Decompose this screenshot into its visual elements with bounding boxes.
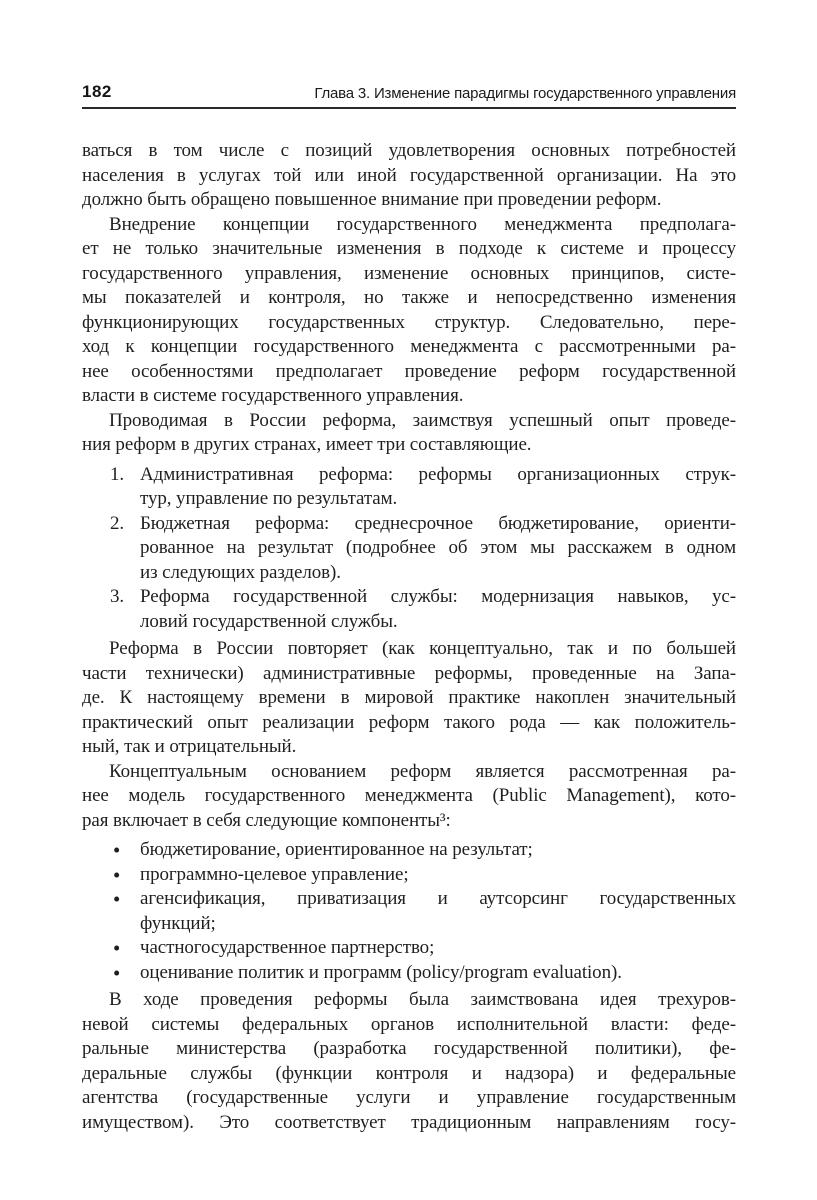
paragraph: [82, 988, 736, 1135]
text-line: агентства (государственные услуги и управление государственным: [82, 1087, 736, 1108]
list-item-text: [140, 936, 736, 961]
list-number: 3.: [110, 586, 125, 607]
text-line: функций;: [140, 912, 216, 934]
text-line: функционирующих государственных структур. Следовательно, пере-: [82, 311, 736, 333]
text-line: ход к концепции государственного менеджмента с рассмотренными ра-: [82, 336, 736, 357]
list-item: [82, 887, 736, 936]
paragraph: [82, 637, 736, 760]
text-line: из следующих разделов).: [140, 561, 341, 583]
text-line: власти в системе государственного управления.: [82, 385, 464, 406]
list-item: [82, 961, 736, 986]
text-line: ет не только значительные изменения в подходе к системе и процессу: [82, 238, 736, 259]
list-item-text: [140, 863, 736, 888]
list-item-text: [140, 463, 736, 512]
bullet-icon: •: [113, 960, 121, 985]
running-header: Глава 3. Изменение парадигмы государственного управления: [314, 85, 736, 102]
bullet-icon: •: [113, 838, 121, 862]
text-line: практический опыт реализации реформ такого рода — как положитель-: [82, 711, 736, 733]
text-line: агенсификация, приватизация и аутсорсинг государственных: [140, 888, 736, 909]
list-item: [82, 585, 736, 634]
text-line: Бюджетная реформа: среднесрочное бюджетирование, ориенти-: [140, 512, 736, 534]
text-line: имуществом). Это соответствует традиционным направлениям госу-: [82, 1111, 736, 1133]
page-number: 182: [82, 82, 112, 101]
list-item: [82, 863, 736, 888]
list-item-text: [140, 887, 736, 936]
paragraph: [82, 760, 736, 834]
text-line: оценивание политик и программ (policy/program evaluation).: [140, 961, 622, 983]
text-line: тур, управление по результатам.: [140, 488, 398, 509]
paragraph: [82, 213, 736, 409]
list-item: [82, 838, 736, 863]
list-item-text: [140, 512, 736, 586]
text-line: Административная реформа: реформы организационных струк-: [140, 463, 736, 485]
text-line: нее модель государственного менеджмента (Public Management), кото-: [82, 785, 736, 806]
list-item: [82, 936, 736, 961]
text-line: де. К настоящему времени в мировой практике накоплен значительный: [82, 687, 736, 708]
text-line: мы показателей и контроля, но также и непосредственно изменения: [82, 287, 736, 308]
page-header: [82, 82, 736, 109]
text-line: нее особенностями предполагает проведение реформ государственной: [82, 360, 736, 382]
text-line: ральные министерства (разработка государственной политики), фе-: [82, 1038, 736, 1059]
bullet-icon: •: [113, 862, 121, 887]
bullet-icon: •: [113, 936, 121, 960]
list-item-text: [140, 838, 736, 863]
text-line: рая включает в себя следующие компоненты³:: [82, 809, 451, 831]
text-line: Проводимая в России реформа, заимствуя успешный опыт проведе-: [109, 409, 736, 431]
numbered-list: [82, 463, 736, 635]
text-line: В ходе проведения реформы была заимствована идея трехуров-: [109, 989, 736, 1010]
text-line: части технически) административные реформы, проведенные на Запа-: [82, 662, 736, 684]
list-number: 2.: [110, 512, 125, 534]
page-body: [82, 139, 736, 1135]
text-line: невой системы федеральных органов исполнительной власти: феде-: [82, 1013, 736, 1035]
list-item-text: [140, 961, 736, 986]
paragraph: [82, 409, 736, 458]
text-line: бюджетирование, ориентированное на результат;: [140, 839, 533, 860]
list-item-text: [140, 585, 736, 634]
text-line: Реформа в России повторяет (как концептуально, так и по большей: [109, 638, 736, 659]
paragraph: [82, 139, 736, 213]
text-line: рованное на результат (подробнее об этом мы расскажем в одном: [140, 537, 736, 558]
text-line: ваться в том числе с позиций удовлетворения основных потребностей: [82, 140, 736, 161]
text-line: Концептуальным основанием реформ является рассмотренная ра-: [109, 760, 736, 782]
bullet-icon: •: [113, 887, 121, 911]
text-line: частногосударственное партнерство;: [140, 937, 435, 958]
list-item: [82, 463, 736, 512]
text-line: ный, так и отрицательный.: [82, 736, 297, 757]
list-number: 1.: [110, 463, 125, 485]
text-line: государственного управления, изменение основных принципов, систе-: [82, 262, 736, 284]
text-line: ловий государственной службы.: [140, 610, 398, 632]
text-line: населения в услугах той или иной государственной организации. На это: [82, 164, 736, 186]
text-line: Реформа государственной службы: модернизация навыков, ус-: [140, 586, 736, 607]
text-line: должно быть обращено повышенное внимание при проведении реформ.: [82, 189, 662, 210]
list-item: [82, 512, 736, 586]
bulleted-list: [82, 838, 736, 985]
text-line: деральные службы (функции контроля и надзора) и федеральные: [82, 1062, 736, 1084]
text-line: Внедрение концепции государственного менеджмента предполага-: [109, 213, 736, 235]
text-line: ния реформ в других странах, имеет три составляющие.: [82, 434, 532, 455]
text-line: программно-целевое управление;: [140, 863, 409, 885]
